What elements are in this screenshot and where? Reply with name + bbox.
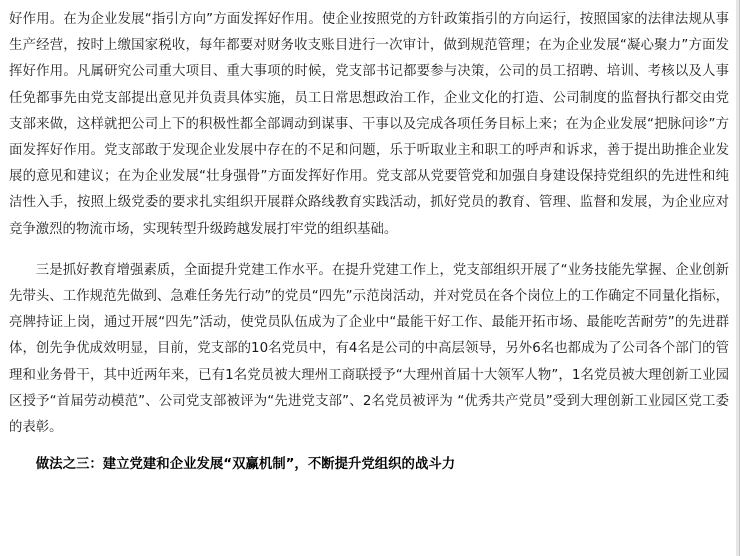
section-heading: 做法之三：建立党建和企业发展“双赢机制”，不断提升党组织的战斗力: [35, 457, 456, 473]
document-body: [9, 7, 729, 478]
body-paragraph-1: 好作用。在为企业发展“指引方向”方面发挥好作用。使企业按照党的方针政策指引的方向运行，按照国家的法律法规从事生产经营，按时上缴国家税收，每年都要对财务收支账目进行一次审计，做到规范管理；在为企业发展“凝心聚力”方面发挥好作用。凡属研究公司重大项目、重大事项的时候，党支部书记都要参与决策，公司的员工招聘、培训、考核以及人事任免都事先由党支部提出意见并负责具体实施，员工日常思想政治工作，企业文化的打造、公司制度的监督执行都交由党支部来做，这样就把公司上下的积极性都全部调动到谋事、干事以及完成各项任务目标上来；在为企业发展“把脉问诊”方面发挥好作用。党支部敢于发现企业发展中存在的不足和问题，乐于听取业主和职工的呼声和诉求，善于提出助推企业发展的意见和建议；在为企业发展“壮身强骨”方面发挥好作用。党支部从党要管党和加强自身建设保持党组织的先进性和纯洁性入手，按照上级党委的要求扎实组织开展群众路线教育实践活动，抓好党员的教育、管理、监督和发展，为企业应对竞争激烈的物流市场，实现转型升级跨越发展打牢党的组织基础。: [9, 12, 729, 237]
scrollbar[interactable]: [736, 0, 739, 556]
body-paragraph-2: 三是抓好教育增强素质，全面提升党建工作水平。在提升党建工作上，党支部组织开展了“业务技能先掌握、企业创新先带头、工作规范先做到、急难任务先行动”的党员“四先”示范岗活动，并对党员在各个岗位上的工作确定不同量化指标，亮牌持证上岗，通过开展“四先”活动，使党员队伍成为了企业中“最能干好工作、最能开拓市场、最能吃苦耐劳”的先进群体，创先争优成效明显，目前，党支部的10名党员中，有4名是公司的中高层领导，另外6名也都成为了公司各个部门的管理和业务骨干，其中近两年来，已有1名党员被大理州工商联授予“大理州首届十大领军人物”，1名党员被大理创新工业园区授予“首届劳动模范”、公司党支部被评为“先进党支部”、2名党员被评为 “优秀共产党员”受到大理创新工业园区党工委的表彰。: [9, 262, 729, 436]
